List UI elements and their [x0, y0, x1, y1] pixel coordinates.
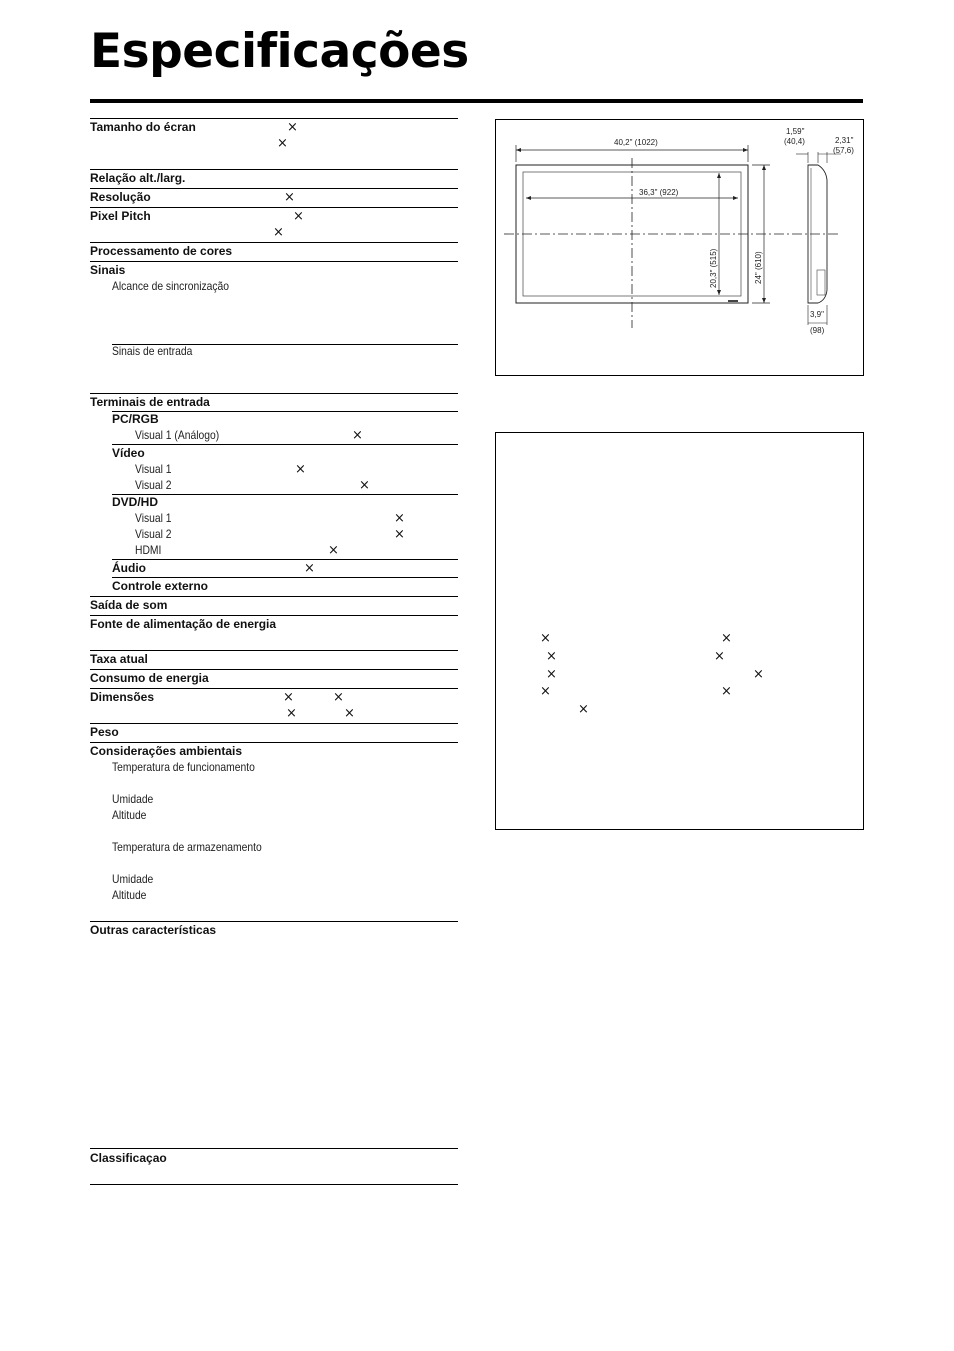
page-title: Especificações	[90, 24, 469, 79]
divider	[90, 393, 458, 394]
label-dvd-visual1: Visual 1	[135, 511, 172, 525]
divider	[90, 723, 458, 724]
label-altitude: Altitude	[112, 888, 147, 902]
times-mark: ×	[753, 667, 764, 682]
label-sound-output: Saída de som	[90, 598, 168, 612]
label-pc-rgb: PC/RGB	[112, 412, 159, 426]
label-external-control: Controle externo	[112, 579, 209, 593]
divider	[90, 169, 458, 170]
times-mark: ×	[293, 209, 304, 224]
divider	[90, 1184, 458, 1185]
label-dvd-hd: DVD/HD	[112, 495, 159, 509]
screen-height-label: 20,3" (515)	[709, 248, 718, 288]
width-label: 40,2" (1022)	[614, 138, 658, 147]
side1-mm: (40,4)	[784, 137, 805, 146]
label-audio: Áudio	[112, 561, 146, 575]
height-label: 24" (610)	[754, 251, 763, 284]
times-mark: ×	[721, 684, 732, 699]
label-current-rate: Taxa atual	[90, 652, 148, 666]
divider	[90, 1148, 458, 1149]
side1-in: 1,59"	[786, 127, 805, 136]
times-mark: ×	[394, 527, 405, 542]
label-classification: Classificaçao	[90, 1151, 167, 1165]
divider	[90, 188, 458, 189]
divider	[90, 615, 458, 616]
divider	[90, 669, 458, 670]
label-video-visual2: Visual 2	[135, 478, 172, 492]
divider	[90, 596, 458, 597]
label-environmental: Considerações ambientais	[90, 744, 243, 758]
times-mark: ×	[359, 478, 370, 493]
divider	[90, 261, 458, 262]
label-weight: Peso	[90, 725, 119, 739]
times-mark: ×	[721, 631, 732, 646]
label-humidity: Umidade	[112, 792, 154, 806]
divider	[112, 494, 458, 495]
divider	[112, 444, 458, 445]
label-input-signals: Sinais de entrada	[112, 344, 193, 358]
divider	[112, 559, 458, 560]
label-dimensions: Dimensões	[90, 690, 155, 704]
times-mark: ×	[287, 120, 298, 135]
depth-in: 3,9"	[810, 310, 824, 319]
divider	[112, 411, 458, 412]
title-rule	[90, 99, 863, 103]
side2-mm: (57,6)	[833, 146, 854, 155]
times-mark: ×	[394, 511, 405, 526]
divider	[90, 688, 458, 689]
label-visual1-analog: Visual 1 (Análogo)	[135, 428, 220, 442]
times-mark: ×	[284, 190, 295, 205]
label-operating-temperature: Temperatura de funcionamento	[112, 760, 255, 774]
label-resolution: Resolução	[90, 190, 151, 204]
label-signals: Sinais	[90, 263, 126, 277]
label-video: Vídeo	[112, 446, 145, 460]
label-storage-temperature: Temperatura de armazenamento	[112, 840, 262, 854]
times-mark: ×	[328, 543, 339, 558]
label-screen-size: Tamanho do écran	[90, 120, 196, 134]
times-mark: ×	[283, 690, 294, 705]
times-mark: ×	[333, 690, 344, 705]
label-humidity: Umidade	[112, 872, 154, 886]
times-mark: ×	[277, 136, 288, 151]
divider	[90, 742, 458, 743]
times-mark: ×	[540, 631, 551, 646]
times-mark: ×	[304, 561, 315, 576]
times-mark: ×	[352, 428, 363, 443]
depth-mm: (98)	[810, 326, 825, 335]
label-pixel-pitch: Pixel Pitch	[90, 209, 151, 223]
label-input-terminals: Terminais de entrada	[90, 395, 210, 409]
times-mark: ×	[344, 706, 355, 721]
times-mark: ×	[295, 462, 306, 477]
times-mark: ×	[540, 684, 551, 699]
divider	[90, 650, 458, 651]
label-sync-range: Alcance de sincronização	[112, 279, 230, 293]
times-mark: ×	[273, 225, 284, 240]
label-dvd-visual2: Visual 2	[135, 527, 172, 541]
label-video-visual1: Visual 1	[135, 462, 172, 476]
times-mark: ×	[714, 649, 725, 664]
label-power-supply: Fonte de alimentação de energia	[90, 617, 277, 631]
dimension-diagram	[496, 120, 863, 375]
divider	[90, 921, 458, 922]
times-mark: ×	[578, 702, 589, 717]
divider	[90, 118, 458, 119]
label-other-features: Outras características	[90, 923, 217, 937]
label-aspect-ratio: Relação alt./larg.	[90, 171, 186, 185]
times-mark: ×	[286, 706, 297, 721]
label-altitude: Altitude	[112, 808, 147, 822]
divider	[90, 207, 458, 208]
label-color-processing: Processamento de cores	[90, 244, 233, 258]
label-hdmi: HDMI	[135, 543, 162, 557]
divider	[90, 242, 458, 243]
dimension-diagram-box	[495, 119, 864, 376]
divider	[112, 577, 458, 578]
times-mark: ×	[546, 649, 557, 664]
label-power-consumption: Consumo de energia	[90, 671, 209, 685]
screen-width-label: 36,3" (922)	[639, 188, 679, 197]
side2-in: 2,31"	[835, 136, 854, 145]
times-mark: ×	[546, 667, 557, 682]
